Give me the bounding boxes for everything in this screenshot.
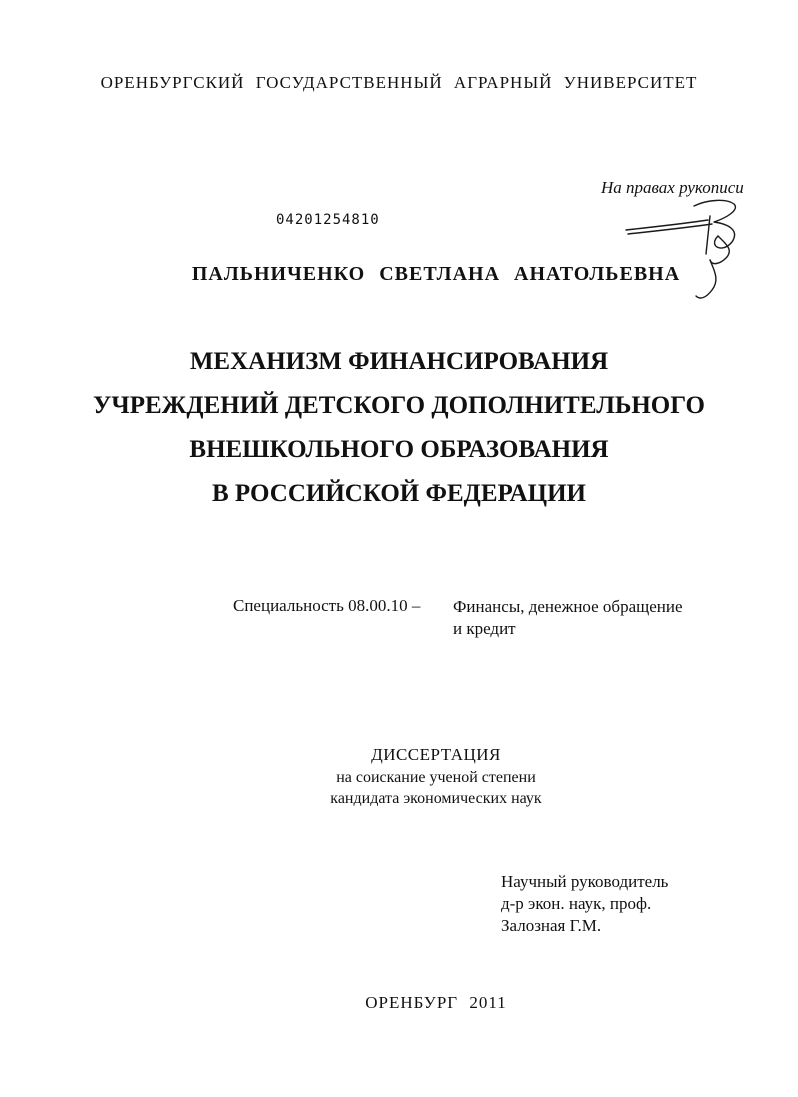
specialty-line: и кредит	[453, 619, 516, 638]
supervisor-line: Научный руководитель	[501, 872, 669, 891]
specialty-value	[453, 596, 683, 640]
supervisor-block	[501, 871, 668, 937]
degree-line: на соискание ученой степени	[336, 769, 536, 786]
title-line: УЧРЕЖДЕНИЙ ДЕТСКОГО ДОПОЛНИТЕЛЬНОГО	[93, 392, 705, 419]
specialty-label: Специальность 08.00.10 –	[233, 596, 421, 615]
supervisor-line: д-р экон. наук, проф.	[501, 894, 652, 913]
specialty-line: Финансы, денежное обращение	[453, 597, 683, 616]
title-line: В РОССИЙСКОЙ ФЕДЕРАЦИИ	[212, 480, 586, 507]
dissertation-title	[0, 340, 798, 516]
title-line: МЕХАНИЗМ ФИНАНСИРОВАНИЯ	[189, 348, 609, 375]
document-code: 04201254810	[276, 212, 380, 228]
university-name: ОРЕНБУРГСКИЙ ГОСУДАРСТВЕННЫЙ АГРАРНЫЙ УНИВЕРСИТЕТ	[100, 73, 698, 92]
city-year: ОРЕНБУРГ 2011	[365, 993, 507, 1012]
handwritten-signature	[622, 196, 752, 306]
rights-note: На правах рукописи	[601, 178, 744, 197]
degree-statement	[0, 767, 798, 809]
author-name: ПАЛЬНИЧЕНКО СВЕТЛАНА АНАТОЛЬЕВНА	[191, 263, 681, 285]
title-line: ВНЕШКОЛЬНОГО ОБРАЗОВАНИЯ	[189, 436, 609, 463]
degree-line: кандидата экономических наук	[330, 790, 542, 807]
supervisor-line: Залозная Г.М.	[501, 916, 602, 935]
document-type: ДИССЕРТАЦИЯ	[371, 745, 501, 764]
